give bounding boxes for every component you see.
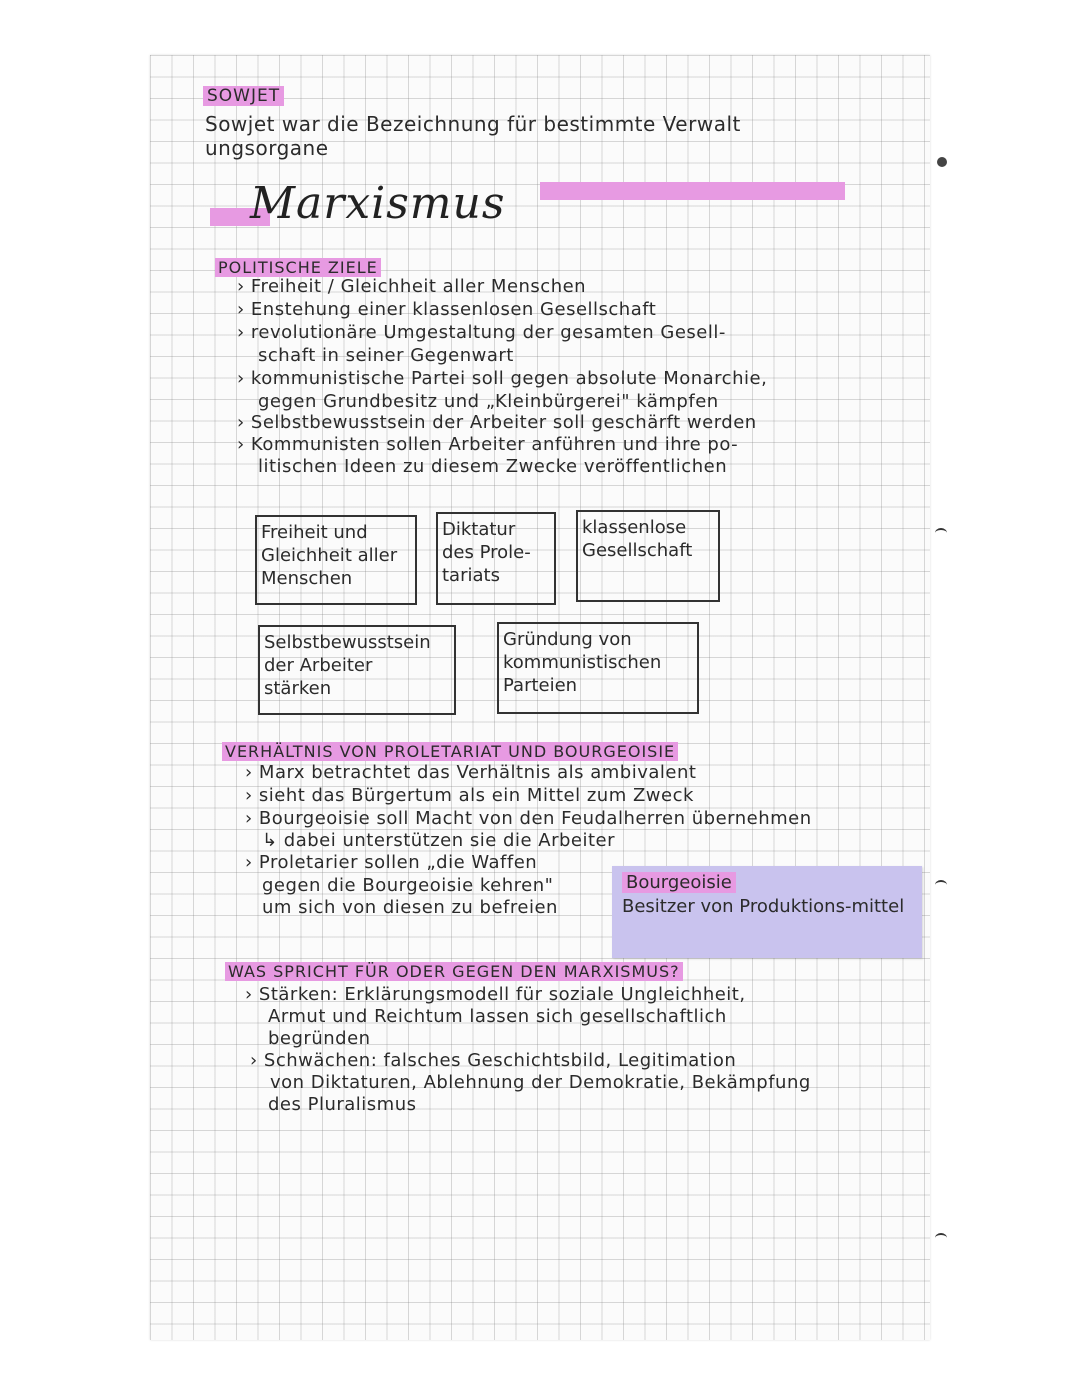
- box-freedom-equality: Freiheit und Gleichheit aller Menschen: [255, 515, 417, 605]
- goal-line: › Enstehung einer klassenlosen Gesellschaft: [237, 299, 657, 320]
- relationship-line: ↳ dabei unterstützen sie die Arbeiter: [262, 830, 616, 851]
- sowjet-line-2: ungsorgane: [205, 136, 329, 160]
- goal-line: › Freiheit / Gleichheit aller Menschen: [237, 276, 587, 297]
- goal-line: › Selbstbewusstsein der Arbeiter soll geschärft werden: [237, 412, 757, 433]
- goal-line: › kommunistische Partei soll gegen absolute Monarchie,: [237, 368, 768, 389]
- box-worker-self-confidence: Selbstbewusstsein der Arbeiter stärken: [258, 625, 456, 715]
- pro-contra-line: Armut und Reichtum lassen sich gesellschaftlich: [268, 1006, 727, 1027]
- political-goals-heading: POLITISCHE ZIELE: [215, 258, 381, 277]
- sowjet-heading: SOWJET: [203, 86, 284, 106]
- goal-line: gegen Grundbesitz und „Kleinbürgerei" kämpfen: [258, 391, 719, 412]
- pro-contra-line: › Stärken: Erklärungsmodell für soziale Ungleichheit,: [245, 984, 746, 1005]
- binder-hole-mark: [935, 1233, 947, 1243]
- binder-hole-mark: [935, 528, 947, 538]
- sticky-note-title: Bourgeoisie: [622, 872, 736, 893]
- box-classless-society: klassenlose Gesellschaft: [576, 510, 720, 602]
- pro-contra-line: des Pluralismus: [268, 1094, 417, 1115]
- binder-hole-mark: [935, 880, 947, 890]
- relationship-line: gegen die Bourgeoisie kehren": [262, 875, 554, 896]
- goal-line: litischen Ideen zu diesem Zwecke veröffentlichen: [258, 456, 728, 477]
- pro-contra-line: von Diktaturen, Ablehnung der Demokratie, Bekämpfung: [270, 1072, 811, 1093]
- pro-contra-line: › Schwächen: falsches Geschichtsbild, Legitimation: [250, 1050, 737, 1071]
- relationship-line: › Marx betrachtet das Verhältnis als ambivalent: [245, 762, 697, 783]
- relationship-heading: VERHÄLTNIS VON PROLETARIAT UND BOURGEOISIE: [222, 742, 678, 761]
- box-dictatorship-proletariat: Diktatur des Prole- tariats: [436, 512, 556, 605]
- relationship-line: › Proletarier sollen „die Waffen: [245, 852, 538, 873]
- pro-contra-heading: WAS SPRICHT FÜR ODER GEGEN DEN MARXISMUS?: [225, 962, 683, 981]
- sticky-note-text: Besitzer von Produktions-mittel: [622, 896, 905, 917]
- box-found-communist-parties: Gründung von kommunistischen Parteien: [497, 622, 699, 714]
- relationship-line: um sich von diesen zu befreien: [262, 897, 558, 918]
- goal-line: › revolutionäre Umgestaltung der gesamten Gesell-: [237, 322, 726, 343]
- title-highlight-right: [540, 182, 845, 200]
- sticky-note-bourgeoisie: [612, 866, 922, 958]
- goal-line: schaft in seiner Gegenwart: [258, 345, 514, 366]
- relationship-line: › Bourgeoisie soll Macht von den Feudalherren übernehmen: [245, 808, 812, 829]
- page-title: Marxismus: [250, 178, 506, 229]
- binder-hole-mark: [937, 157, 947, 167]
- goal-line: › Kommunisten sollen Arbeiter anführen und ihre po-: [237, 434, 739, 455]
- pro-contra-line: begründen: [268, 1028, 371, 1049]
- sowjet-line-1: Sowjet war die Bezeichnung für bestimmte Verwalt: [205, 112, 741, 136]
- relationship-line: › sieht das Bürgertum als ein Mittel zum Zweck: [245, 785, 694, 806]
